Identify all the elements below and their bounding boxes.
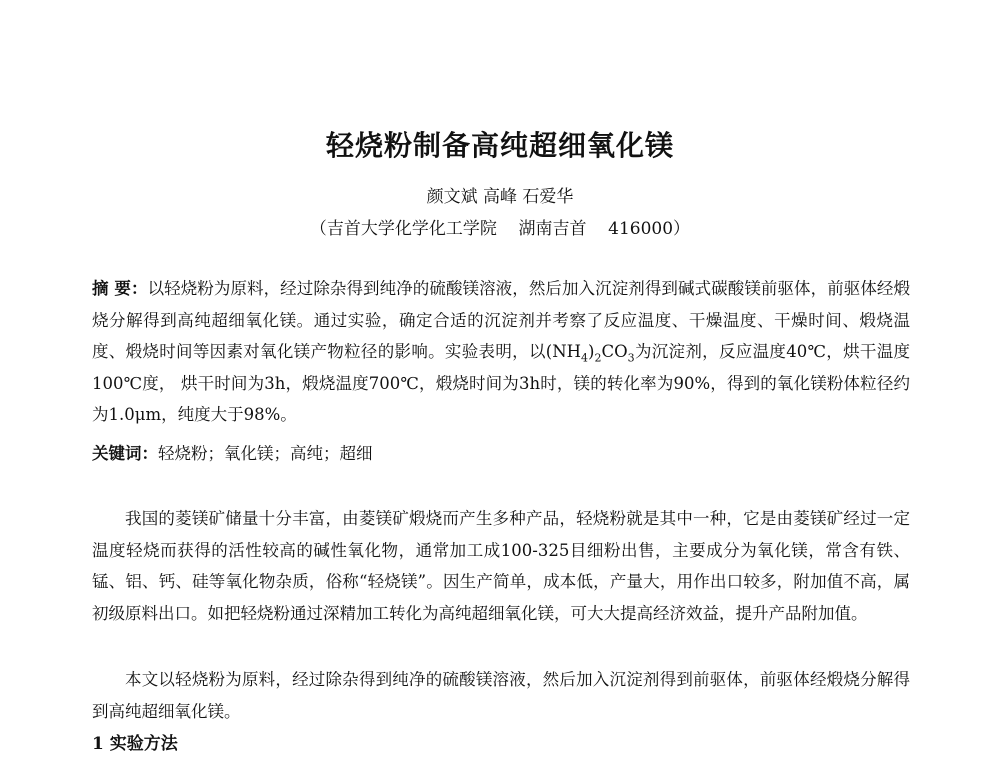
body-paragraph-1: 我国的菱镁矿储量十分丰富，由菱镁矿煅烧而产生多种产品，轻烧粉就是其中一种，它是由菱镁矿经过一定温度轻烧而获得的活性较高的碱性氧化物，通常加工成100-325目细粉出售，主要成分为氧化镁，常含有铁、锰、铝、钙、硅等氧化物杂质，俗称“轻烧镁”。因生产简单，成本低，产量大，用作出口较多，附加值不高，属初级原料出口。如把轻烧粉通过深精加工转化为高纯超细氧化镁，可大大提高经济效益，提升产品附加值。 [92, 509, 910, 623]
body-paragraph-2: 本文以轻烧粉为原料，经过除杂得到纯净的硫酸镁溶液，然后加入沉淀剂得到前驱体，前驱体经煅烧分解得到高纯超细氧化镁。 [92, 670, 910, 721]
affiliation: （吉首大学化学化工学院 湖南吉首 416000） [309, 219, 691, 239]
abstract-sub-1: 4 [581, 351, 589, 365]
author-list: 颜文斌 高峰 石爱华 [426, 187, 574, 207]
abstract [92, 273, 910, 431]
keywords-text: 轻烧粉；氧化镁；高纯；超细 [158, 444, 373, 463]
abstract-sub-2: 2 [594, 351, 602, 365]
abstract-sub-3: 3 [627, 351, 635, 365]
keywords-label: 关键词： [92, 444, 158, 463]
section-heading: 1 实验方法 [92, 734, 178, 754]
abstract-text-1: 以轻烧粉为原料，经过除杂得到纯净的硫酸镁溶液，然后加入沉淀剂得到碱式碳酸镁前驱体，前驱体经煅烧分解得到高纯超细氧化镁。通过实验，确定合适的沉淀剂并考察了反应温度、干燥温度、干燥时间、煅烧温度、煅烧时间等因素对氧化镁产物粒径的影响。实验表明，以(NH [92, 279, 911, 362]
paper-title: 轻烧粉制备高纯超细氧化镁 [325, 129, 674, 162]
abstract-text-3: CO [601, 342, 628, 362]
abstract-label: 摘 要： [92, 279, 148, 298]
abstract-text-4: 为沉淀剂，反应温度40℃，烘干温度100℃度， 烘干时间为3h，煅烧温度700℃，煅烧时间为3h时，镁的转化率为90%，得到的氧化镁粉体粒径约为1.0μm，纯度大于98%。 [92, 342, 910, 425]
keywords [92, 438, 910, 470]
abstract-text-2: ) [588, 342, 595, 362]
